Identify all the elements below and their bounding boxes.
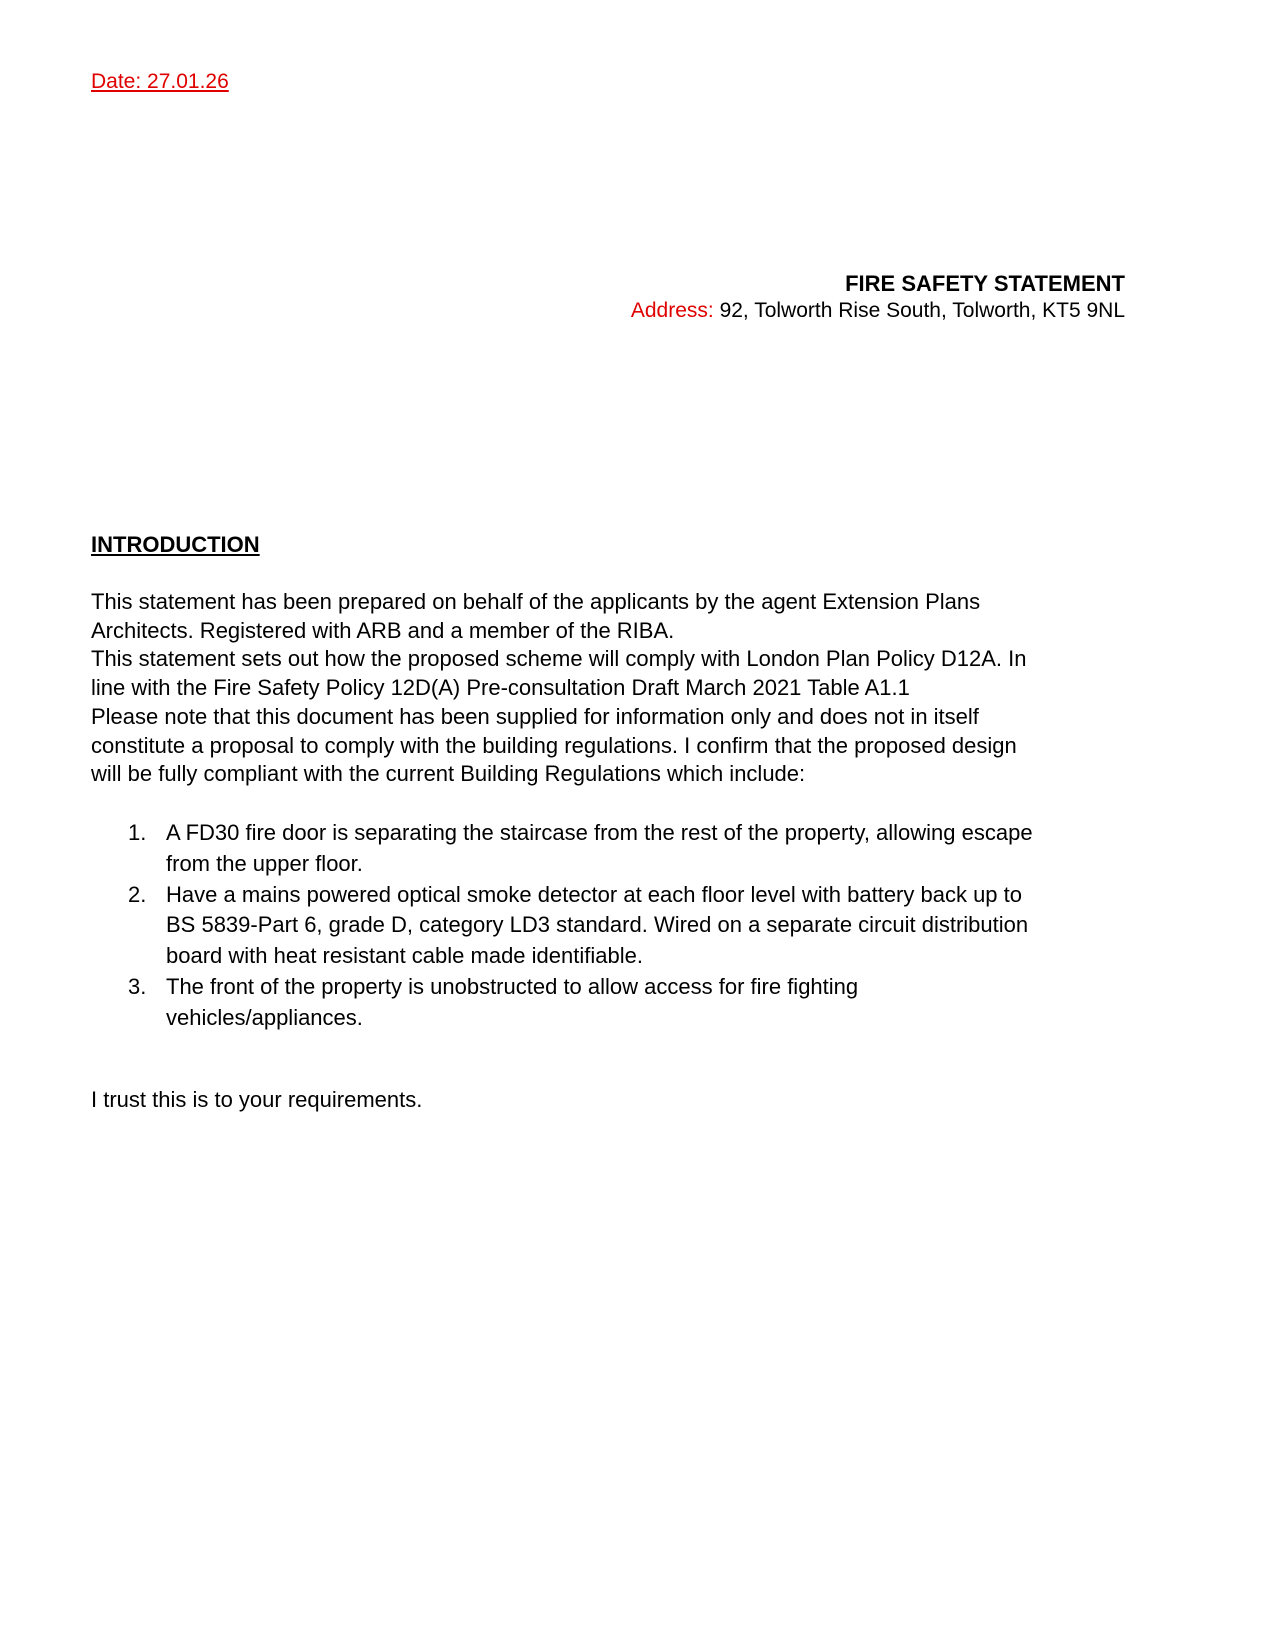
list-number: 1.: [128, 820, 147, 845]
list-item-line: BS 5839-Part 6, grade D, category LD3 standard. Wired on a separate circuit distribution: [166, 912, 1029, 938]
list-item: [128, 818, 1033, 880]
introduction-paragraph: [91, 588, 1026, 789]
list-item-line: vehicles/appliances.: [166, 1004, 363, 1030]
list-item: [128, 972, 1033, 1034]
list-number: 3.: [128, 973, 147, 999]
list-item-line: A FD30 fire door is separating the staircase from the rest of the property, allowing escape: [166, 820, 1033, 845]
paragraph-line: line with the Fire Safety Policy 12D(A) Pre-consultation Draft March 2021 Table A1.1: [91, 675, 910, 701]
list-item: [128, 880, 1033, 972]
list-item-line: Have a mains powered optical smoke detector at each floor level with battery back up to: [166, 881, 1023, 907]
list-item-line: from the upper floor.: [166, 850, 363, 876]
closing-line: I trust this is to your requirements.: [91, 1087, 423, 1112]
paragraph-line: constitute a proposal to comply with the building regulations. I confirm that the proposed design: [91, 732, 1017, 758]
requirements-list: [128, 818, 1033, 1034]
introduction-heading: INTRODUCTION: [91, 532, 260, 557]
address-label: Address:: [630, 299, 714, 322]
list-number: 2.: [128, 881, 147, 907]
address-line: [631, 297, 1125, 324]
paragraph-line: Please note that this document has been supplied for information only and does not in itself: [91, 703, 979, 729]
list-item-line: The front of the property is unobstructed to allow access for fire fighting: [166, 973, 859, 999]
paragraph-line: Architects. Registered with ARB and a member of the RIBA.: [91, 617, 675, 643]
paragraph-line: This statement sets out how the proposed scheme will comply with London Plan Policy D12A. In: [91, 646, 1027, 672]
address-value: 92, Tolworth Rise South, Tolworth, KT5 9NL: [713, 299, 1125, 322]
list-item-line: board with heat resistant cable made identifiable.: [166, 943, 643, 969]
document-date: Date: 27.01.26: [91, 70, 229, 93]
document-title: FIRE SAFETY STATEMENT: [845, 271, 1125, 296]
title-block: [631, 270, 1125, 324]
paragraph-line: will be fully compliant with the current Building Regulations which include:: [91, 761, 806, 787]
paragraph-line: This statement has been prepared on behalf of the applicants by the agent Extension Plans: [91, 589, 981, 614]
